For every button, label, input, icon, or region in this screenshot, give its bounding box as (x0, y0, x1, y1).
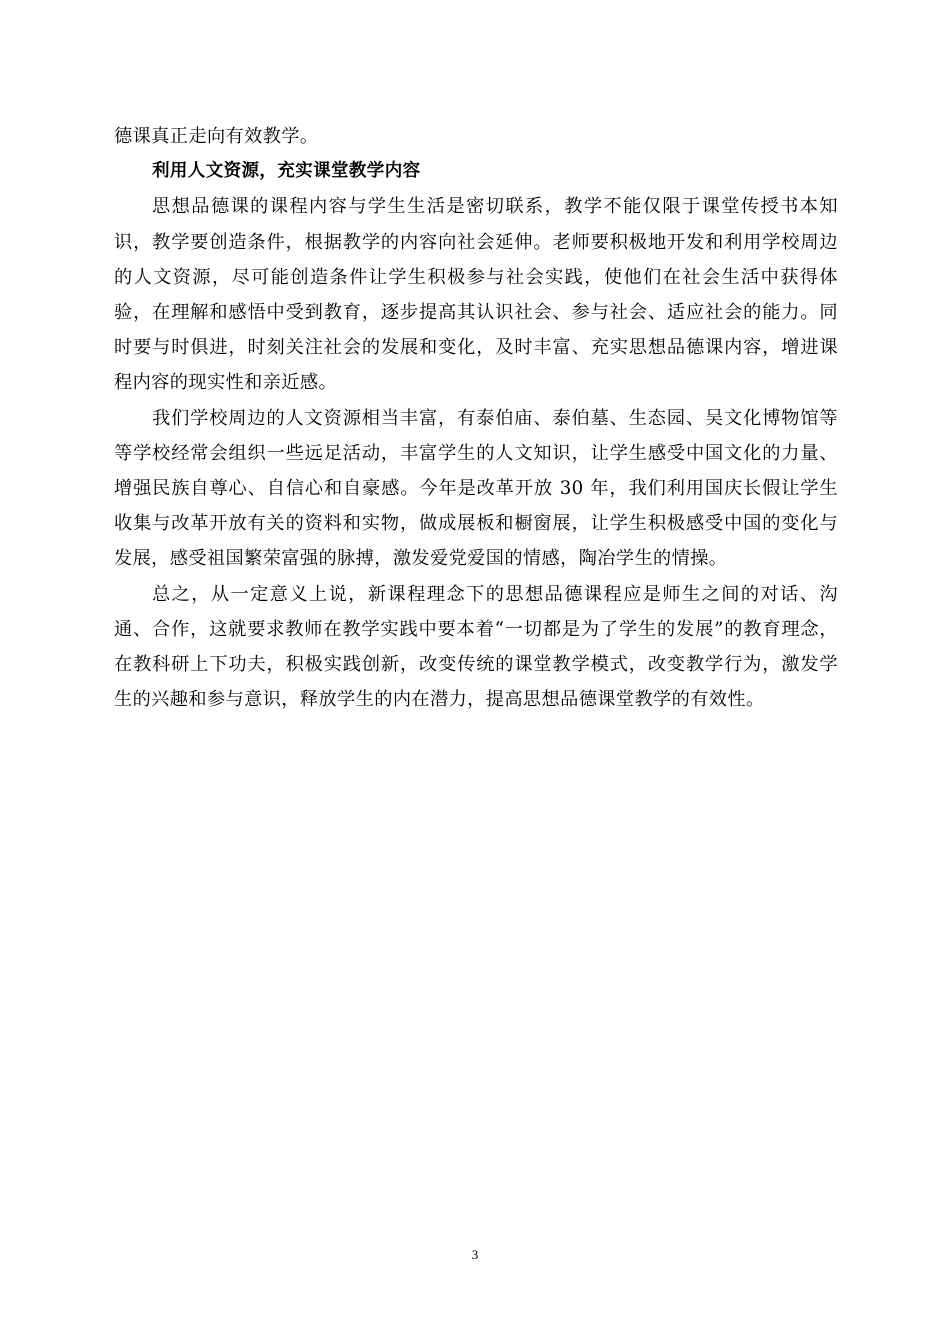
section-heading: 利用人文资源，充实课堂教学内容 (152, 161, 421, 182)
paragraph-continuation: 德课真正走向有效教学。 (114, 126, 319, 147)
page-number: 3 (471, 1247, 479, 1262)
document-body (114, 119, 838, 717)
paragraph-conclusion: 总之，从一定意义上说，新课程理念下的思想品德课程应是师生之间的对话、沟通、合作，这就要求教师在教学实践中要本着“一切都是为了学生的发展”的教育理念，在教科研上下功夫，积极实践创新，改变传统的课堂教学模式，改变教学行为，激发学生的兴趣和参与意识，释放学生的内在潜力，提高思想品德课堂教学的有效性。 (114, 583, 838, 711)
paragraph-course-content: 思想品德课的课程内容与学生生活是密切联系，教学不能仅限于课堂传授书本知识，教学要创造条件，根据教学的内容向社会延伸。老师要积极地开发和利用学校周边的人文资源，尽可能创造条件让学生积极参与社会实践，使他们在社会生活中获得体验，在理解和感悟中受到教育，逐步提高其认识社会、参与社会、适应社会的能力。同时要与时俱进，时刻关注社会的发展和变化，及时丰富、充实思想品德课内容，增进课程内容的现实性和亲近感。 (114, 196, 838, 394)
paragraph-school-resources: 我们学校周边的人文资源相当丰富，有泰伯庙、泰伯墓、生态园、吴文化博物馆等等学校经常会组织一些远足活动，丰富学生的人文知识，让学生感受中国文化的力量、增强民族自尊心、自信心和自豪感。今年是改革开放 30 年，我们利用国庆长假让学生收集与改革开放有关的资料和实物，做成展板和橱窗展，让学生积极感受中国的变化与发展，感受祖国繁荣富强的脉搏，激发爱党爱国的情感，陶冶学生的情操。 (114, 407, 838, 570)
